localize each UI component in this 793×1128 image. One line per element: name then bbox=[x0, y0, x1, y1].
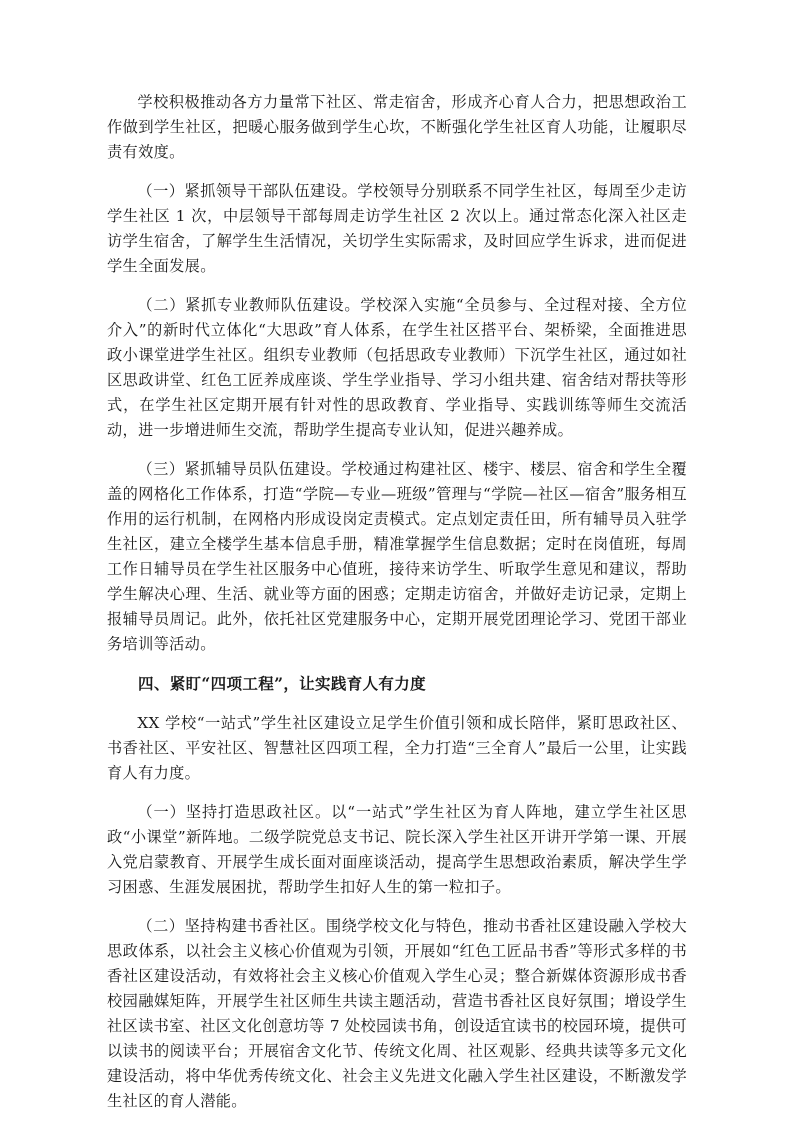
section-intro-paragraph: XX 学校“一站式”学生社区建设立足学生价值引领和成长陪伴，紧盯思政社区、书香社区、平安社区、智慧社区四项工程，全力打造“三全育人”最后一公里，让实践育人有力度。 bbox=[107, 714, 687, 782]
counselor-team-paragraph: （三）紧抓辅导员队伍建设。学校通过构建社区、楼宇、楼层、宿舍和学生全覆盖的网格化工作体系，打造“学院—专业—班级”管理与“学院—社区—宿舍”服务相互作用的运行机制，在网格内形成设岗定责模式。定点划定责任田，所有辅导员入驻学生社区，建立全楼学生基本信息手册，精准掌握学生信息数据；定时在岗值班，每周工作日辅导员在学生社区服务中心值班，接待来访学生、听取学生意见和建议，帮助学生解决心理、生活、就业等方面的困惑；定期走访宿舍，并做好走访记录，定期上报辅导员周记。此外，依托社区党建服务中心，定期开展党团理论学习、党团干部业务培训等活动。 bbox=[107, 460, 687, 653]
section-heading: 四、紧盯“四项工程”，让实践育人有力度 bbox=[138, 674, 426, 693]
teacher-team-paragraph: （二）紧抓专业教师队伍建设。学校深入实施“全员参与、全过程对接、全方位介入”的新时代立体化“大思政”育人体系，在学生社区搭平台、架桥梁，全面推进思政小课堂进学生社区。组织专业教师（包括思政专业教师）下沉学生社区，通过如社区思政讲堂、红色工匠养成座谈、学生学业指导、学习小组共建、宿舍结对帮扶等形式，在学生社区定期开展有针对性的思政教育、学业指导、实践训练等师生交流活动，进一步增进师生交流，帮助学生提高专业认知，促进兴趣养成。 bbox=[107, 296, 687, 439]
leadership-team-paragraph: （一）紧抓领导干部队伍建设。学校领导分别联系不同学生社区，每周至少走访学生社区 1 次，中层领导干部每周走访学生社区 2 次以上。通过常态化深入社区走访学生宿舍，了解学生生活情况，关切学生实际需求，及时回应学生诉求，进而促进学生全面发展。 bbox=[107, 182, 687, 275]
document-page bbox=[107, 90, 687, 1128]
ideological-community-paragraph: （一）坚持打造思政社区。以“一站式”学生社区为育人阵地，建立学生社区思政“小课堂”新阵地。二级学院党总支书记、院长深入学生社区开讲开学第一课、开展入党启蒙教育、开展学生成长面对面座谈活动，提高学生思想政治素质，解决学生学习困惑、生涯发展困扰，帮助学生扣好人生的第一粒扣子。 bbox=[107, 803, 687, 896]
scholarly-community-paragraph: （二）坚持构建书香社区。围绕学校文化与特色，推动书香社区建设融入学校大思政体系，以社会主义核心价值观为引领，开展如“红色工匠品书香”等形式多样的书香社区建设活动，有效将社会主义核心价值观入学生心灵；整合新媒体资源形成书香校园融媒矩阵，开展学生社区师生共读主题活动，营造书香社区良好氛围；增设学生社区读书室、社区文化创意坊等 7 处校园读书角，创设适宜读书的校园环境，提供可以读书的阅读平台；开展宿舍文化节、传统文化周、社区观影、经典共读等多元文化建设活动，将中华优秀传统文化、社会主义先进文化融入学生社区建设，不断激发学生社区的育人潜能。 bbox=[107, 917, 687, 1110]
intro-paragraph: 学校积极推动各方力量常下社区、常走宿舍，形成齐心育人合力，把思想政治工作做到学生社区，把暖心服务做到学生心坎，不断强化学生社区育人功能，让履职尽责有效度。 bbox=[107, 93, 687, 161]
